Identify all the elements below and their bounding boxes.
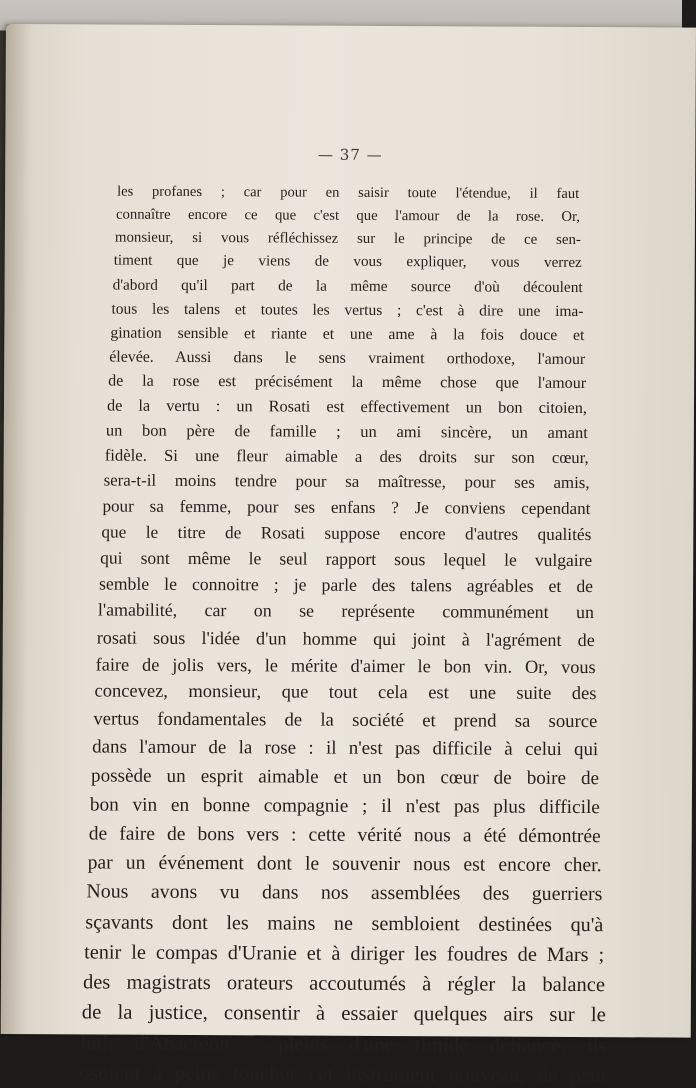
text-line: vertus fondamentales de la société et prend sa source (93, 708, 598, 733)
text-line: des magistrats orateurs accoutumés à régler la balance (82, 971, 606, 997)
text-line: pour sa femme, pour ses enfans ? Je conviens cependant (102, 496, 591, 519)
text-line: sçavants dont les mains ne sembloient destinées qu'à (85, 911, 604, 937)
text-line: les profanes ; car pour en saisir toute l'étendue, il faut (117, 183, 580, 203)
text-line: connaître encore ce que c'est que l'amour de la rose. Or, (115, 206, 581, 226)
text-line: bon vin en bonne compagnie ; il n'est pas plus difficile (89, 794, 600, 819)
text-line: de la rose est précisément la même chose que l'amour (108, 372, 587, 393)
text-line: fidèle. Si une fleur aimable a des droits sur son cœur, (104, 445, 589, 468)
text-line: faire de jolis vers, le mérite d'aimer le bon vin. Or, vous (95, 654, 596, 678)
text-line: concevez, monsieur, que tout cela est une suite des (94, 681, 597, 705)
text-line: timent que je viens de vous expliquer, vous verrez (113, 252, 582, 272)
text-line: tenir le compas d'Uranie et à diriger les foudres de Mars ; (84, 941, 605, 967)
book-page (1, 24, 696, 1088)
text-line: possède un esprit aimable et un bon cœur de boire de (91, 765, 600, 790)
text-line: dans l'amour de la rose : il n'est pas difficile à celui qui (92, 736, 599, 761)
text-line: sera-t-il moins tendre pour sa maîtresse, pour ses amis, (103, 470, 590, 493)
page-number: — 37 — (317, 145, 383, 164)
text-line: par un événement dont le souvenir nous est encore cher. (87, 851, 602, 877)
text-line: luth d'Anacréon : pleins d'une timide défiance, ils (80, 1030, 607, 1058)
text-line: de la justice, consentir à essaier quelques airs sur le (81, 1001, 606, 1027)
text-line: de faire de bons vers : cette vérité nous a été démontrée (88, 823, 601, 848)
text-line: que le titre de Rosati suppose encore d'autres qualités (101, 522, 592, 545)
text-line: l'amabilité, car on se représente communément un (97, 599, 594, 623)
text-line: gination sensible et riante et une ame à la fois douce et (110, 324, 585, 345)
text-line: élevée. Aussi dans le sens vraiment orthodoxe, l'amour (109, 348, 586, 369)
text-line: monsieur, si vous réfléchissez sur le principe de ce sen- (114, 229, 581, 249)
text-line: un bon père de famille ; un ami sincère, un amant (105, 420, 588, 443)
text-line: semble le connoitre ; je parle des talens agréables et de (99, 573, 594, 597)
text-line: rosati sous l'idée d'un homme qui joint à l'agrément de (96, 627, 595, 651)
text-line: Nous avons vu dans nos assemblées des guerriers (86, 880, 603, 906)
text-line: osoient à peine toucher cet instrument nouveau, de peur (79, 1060, 608, 1088)
text-line: qui sont même le seul rapport sous lequel le vulgaire (100, 547, 593, 571)
text-line: tous les talens et toutes les vertus ; c'est à dire une ima- (111, 300, 584, 321)
text-line: d'abord qu'il part de la même source d'où découlent (112, 276, 583, 297)
text-line: de la vertu : un Rosati est effectivement un bon citoien, (106, 395, 588, 418)
